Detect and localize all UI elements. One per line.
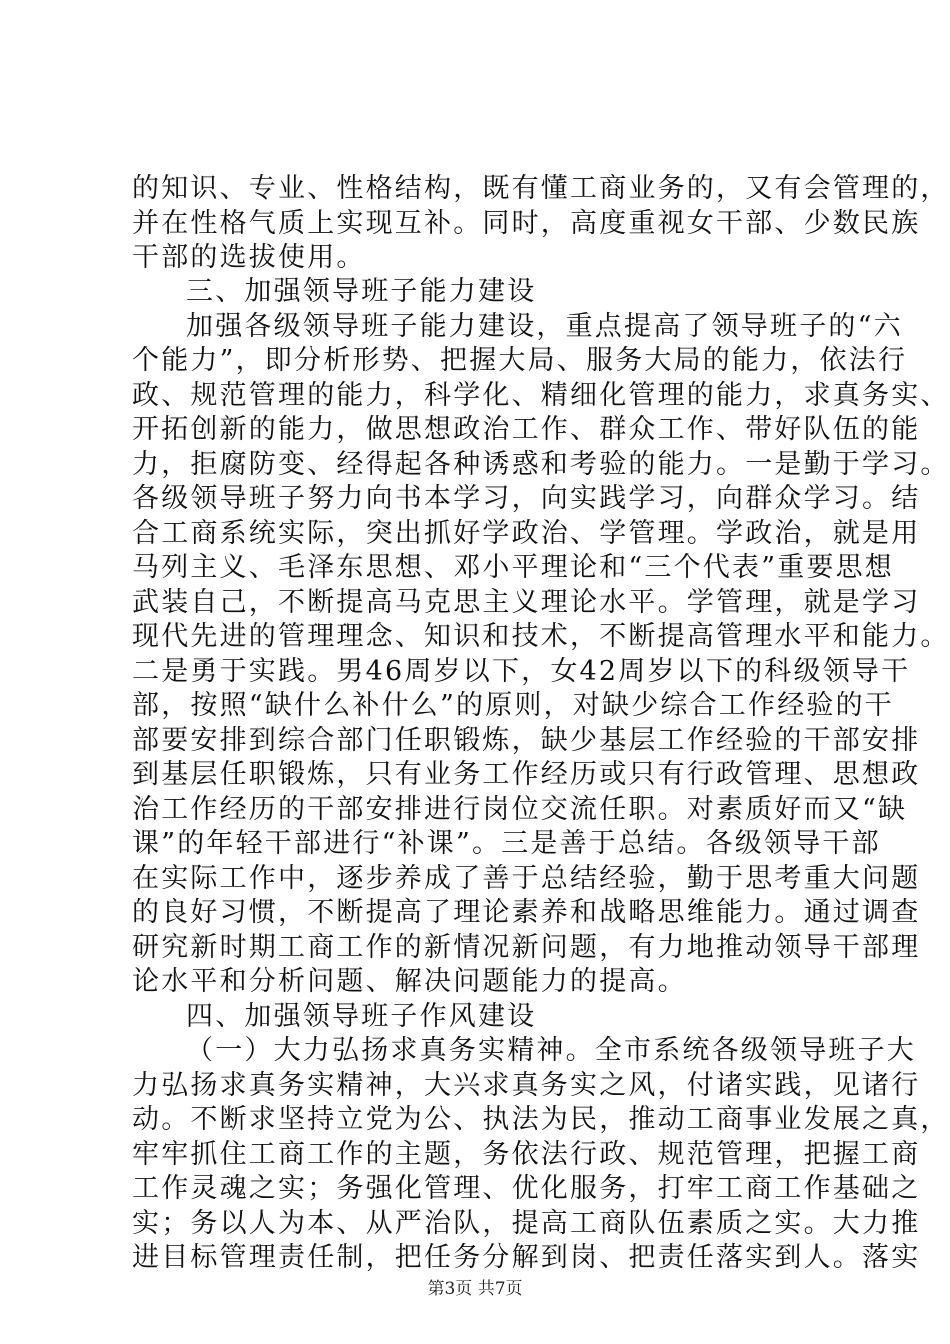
- page-number-footer: 第3页 共7页: [427, 1279, 523, 1299]
- paragraph-line: 的良好习惯，不断提高了理论素养和战略思维能力。通过调查: [132, 897, 921, 928]
- paragraph-line: 政、规范管理的能力，科学化、精细化管理的能力，求真务实、: [132, 380, 950, 411]
- paragraph-line: 课”的年轻干部进行“补课”。三是善于总结。各级领导干部: [132, 828, 881, 859]
- paragraph-line: 工作灵魂之实；务强化管理、优化服务，打牢工商工作基础之: [132, 1173, 921, 1204]
- paragraph-line: 现代先进的管理理念、知识和技术，不断提高管理水平和能力。: [132, 621, 950, 652]
- section-heading-4: 四、加强领导班子作风建设: [186, 1001, 537, 1032]
- paragraph-line: 干部的选拔使用。: [132, 242, 366, 273]
- paragraph-line: 在实际工作中，逐步养成了善于总结经验，勤于思考重大问题: [132, 863, 921, 894]
- paragraph-line: 各级领导班子努力向书本学习，向实践学习，向群众学习。结: [132, 483, 921, 514]
- paragraph-line: 个能力”，即分析形势、把握大局、服务大局的能力，依法行: [132, 345, 908, 376]
- paragraph-line: 力，拒腐防变、经得起各种诱惑和考验的能力。一是勤于学习。: [132, 449, 950, 480]
- paragraph-line: 进目标管理责任制，把任务分解到岗、把责任落实到人。落实: [132, 1242, 921, 1273]
- paragraph-line: 到基层任职锻炼，只有业务工作经历或只有行政管理、思想政: [132, 759, 921, 790]
- paragraph-line: 部要安排到综合部门任职锻炼，缺少基层工作经验的干部安排: [132, 725, 921, 756]
- paragraph-line: 动。不断求坚持立党为公、执法为民，推动工商事业发展之真，: [132, 1104, 950, 1135]
- paragraph-line: （一）大力弘扬求真务实精神。全市系统各级领导班子大: [186, 1035, 916, 1066]
- section-heading-3: 三、加强领导班子能力建设: [186, 276, 537, 307]
- paragraph-line: 部，按照“缺什么补什么”的原则，对缺少综合工作经验的干: [132, 690, 895, 721]
- paragraph-line: 研究新时期工商工作的新情况新问题，有力地推动领导干部理: [132, 932, 921, 963]
- paragraph-line: 并在性格气质上实现互补。同时，高度重视女干部、少数民族: [132, 208, 921, 239]
- paragraph-line: 牢牢抓住工商工作的主题，务依法行政、规范管理，把握工商: [132, 1139, 921, 1170]
- paragraph-line: 合工商系统实际，突出抓好学政治、学管理。学政治，就是用: [132, 518, 921, 549]
- paragraph-line: 力弘扬求真务实精神，大兴求真务实之风，付诸实践，见诸行: [132, 1070, 921, 1101]
- paragraph-line: 论水平和分析问题、解决问题能力的提高。: [132, 966, 687, 997]
- paragraph-line: 治工作经历的干部安排进行岗位交流任职。对素质好而又“缺: [132, 794, 908, 825]
- paragraph-line: 武装自己，不断提高马克思主义理论水平。学管理，就是学习: [132, 587, 921, 618]
- paragraph-line: 马列主义、毛泽东思想、邓小平理论和“三个代表”重要思想: [132, 552, 895, 583]
- paragraph-line: 加强各级领导班子能力建设，重点提高了领导班子的“六: [186, 311, 903, 342]
- paragraph-line: 开拓创新的能力，做思想政治工作、群众工作、带好队伍的能: [132, 414, 921, 445]
- paragraph-line: 的知识、专业、性格结构，既有懂工商业务的，又有会管理的，: [132, 173, 950, 204]
- paragraph-line: 二是勇于实践。男46周岁以下，女42周岁以下的科级领导干: [132, 656, 911, 687]
- paragraph-line: 实；务以人为本、从严治队，提高工商队伍素质之实。大力推: [132, 1208, 921, 1239]
